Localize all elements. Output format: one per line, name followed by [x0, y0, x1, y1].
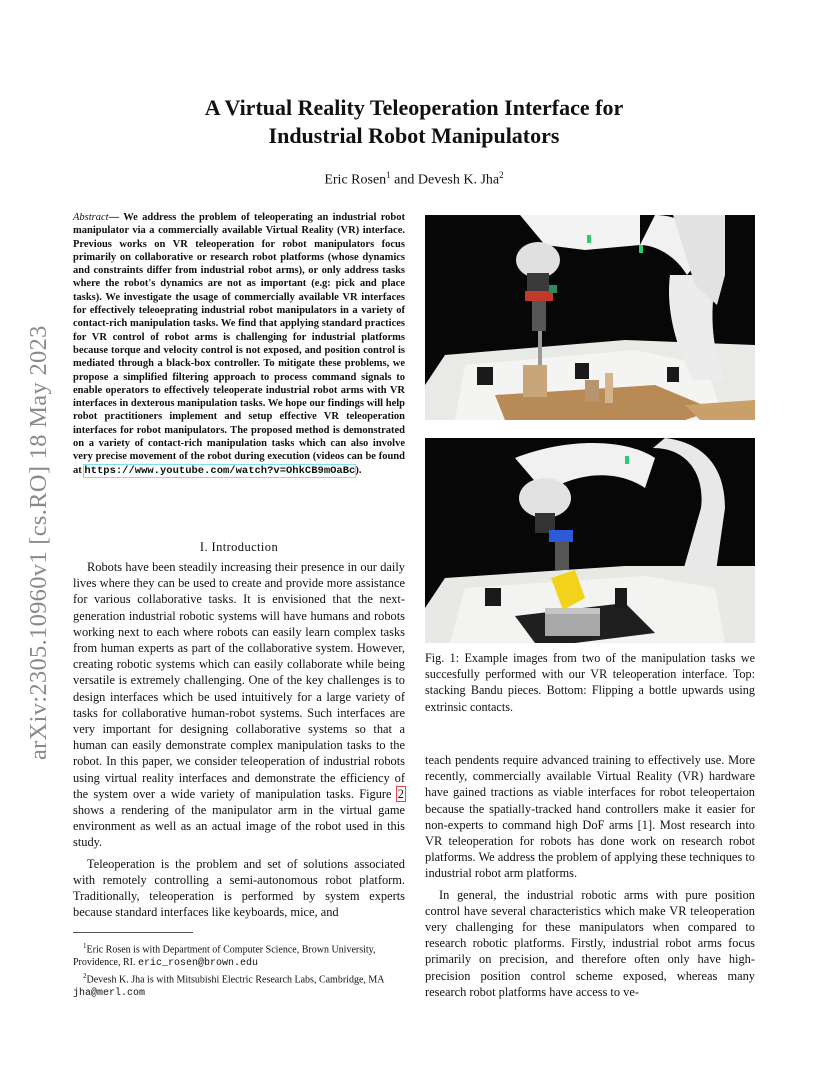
robot-arm-photo-top — [425, 215, 755, 420]
paper-title — [100, 94, 728, 150]
figure-caption: Fig. 1: Example images from two of the manipulation tasks we succesfully performed with our VR teleoperation interface. Top: stacking Bandu pieces. Bottom: Flipping a bottle upwards using extrinsic contacts. — [425, 651, 755, 714]
paragraph — [73, 559, 405, 851]
section-heading: I. Introduction — [199, 540, 279, 554]
abstract-tail: ). — [355, 464, 362, 476]
paragraph: In general, the industrial robotic arms with pure position control have several characteristics which make VR teleoperation very challenging for these manipulators when compared to research robotic platforms. Firstly, industrial robot arms focus primarily on precision, and therefore often only have high-precision position control scheme exposed, whereas many research robot platforms have access to ve- — [425, 887, 755, 999]
abstract-label: Abstract — [73, 212, 109, 223]
paragraph-text: shows a rendering of the manipulator arm in the virtual game environment as well as an actual image of the robot used in this study. — [73, 803, 405, 850]
email-address: eric_rosen@brown.edu — [138, 957, 259, 969]
footnote-text: Eric Rosen is with Department of Computer Science, Brown University, Providence, RI. — [73, 944, 376, 968]
paragraph: teach pendents require advanced training to effectively use. More recently, commercially available Virtual Reality (VR) hardware have gained tractions as viable interfaces for robot teleopertaion because the spatially-tracked hand controllers make it easier for non-experts to command high DoF arms [1]. Most research into VR teleoperation for robots has done work on research robot platforms. We address the problem of applying these techniques to industrial robot arm platforms. — [425, 753, 755, 881]
footnote-mark: 2 — [83, 972, 87, 981]
author-line — [100, 170, 728, 189]
author-affiliation-mark: 1 — [386, 170, 391, 180]
footnote — [73, 940, 405, 970]
right-column-text — [425, 752, 755, 1000]
robot-arm-photo-bottom — [425, 438, 755, 643]
email-address: jha@merl.com — [73, 988, 146, 1000]
title-line-2: Industrial Robot Manipulators — [268, 123, 560, 148]
arxiv-side-stamp: arXiv:2305.10960v1 [cs.RO] 18 May 2023 — [25, 325, 52, 760]
footnote-text: Devesh K. Jha is with Mitsubishi Electric Research Labs, Cambridge, MA — [86, 974, 384, 986]
title-line-1: A Virtual Reality Teleoperation Interface for — [204, 95, 624, 120]
abstract — [73, 211, 405, 478]
abstract-dash: — — [108, 212, 124, 223]
footnotes — [73, 940, 405, 1001]
figure-reference-link[interactable]: 2 — [397, 786, 404, 801]
footnote — [73, 970, 405, 1000]
figure-photo-bottle-flip — [425, 438, 755, 643]
footnote-divider — [73, 932, 193, 933]
paragraph: Teleoperation is the problem and set of solutions associated with remotely controlling a semi-autonomous robot platform. Traditionally, teleoperation is performed by system experts because standard interfaces like keyboards, mice, and — [73, 856, 405, 920]
video-link[interactable]: https://www.youtube.com/watch?v=OhkCB9mOaBc — [84, 464, 356, 477]
paragraph-text: Robots have been steadily increasing their presence in our daily lives where they can be used to create and provide more assistance for various collaborative tasks. It is envisioned that the next-generation industrial robotic systems will have humans and robots working next to each where robots can easily learn complex tasks from human experts as part of the collaborative system. However, creating robotic systems which can easily collaborate while being versatile is extremely challenging. One of the key challenges is to design interfaces which be used intuitively for a large variety of tasks for collaborative human-robot systems. Such interfaces are very important for designing collaborative systems so that a human can easily demonstrate complex manipulation tasks to the robot. In this paper, we consider teleoperation of industrial robots using virtual reality interfaces and demonstrate the efficiency of the system over a wide variety of manipulation tasks. Figure — [73, 560, 405, 801]
author-conjunction: and — [390, 172, 418, 188]
figure-photo-stacking — [425, 215, 755, 420]
author-affiliation-mark: 2 — [499, 170, 504, 180]
left-column-text — [73, 559, 405, 920]
author-name: Devesh K. Jha — [417, 172, 500, 188]
footnote-mark: 1 — [83, 942, 87, 950]
abstract-body: We address the problem of teleoperating an industrial robot manipulator via a commercially available Virtual Reality (VR) interface. Previous works on VR teleoperation for robot manipulators focus primarily on collaborative or research robot platforms (whose dynamics and constraints differ from industrial robot arms), or only address tasks where the robot's dynamics are not as important (e.g: pick and place tasks). We investigate the usage of commercially available VR interfaces for effectively teleoeprating industrial robot manipulators in a variety of contact-rich manipulation tasks. We find that applying standard practices for VR control of robot arms is challenging for industrial platforms because torque and velocity control is not exposed, and position control is mediated through a black-box controller. To mitigate these problems, we propose a simplified filtering approach to process command signals to enable operators to effectively teleoperate industrial robot arms with VR interfaces in dexterous manipulation tasks. We hope our findings will help robot practitioners implement and setup effective VR teleoperation interfaces for robot manipulators. The proposed method is demonstrated on a variety of contact-rich manipulation tasks which can also involve very precise movement of the robot during execution (videos can be found at — [73, 212, 406, 476]
author-name: Eric Rosen — [324, 172, 387, 188]
